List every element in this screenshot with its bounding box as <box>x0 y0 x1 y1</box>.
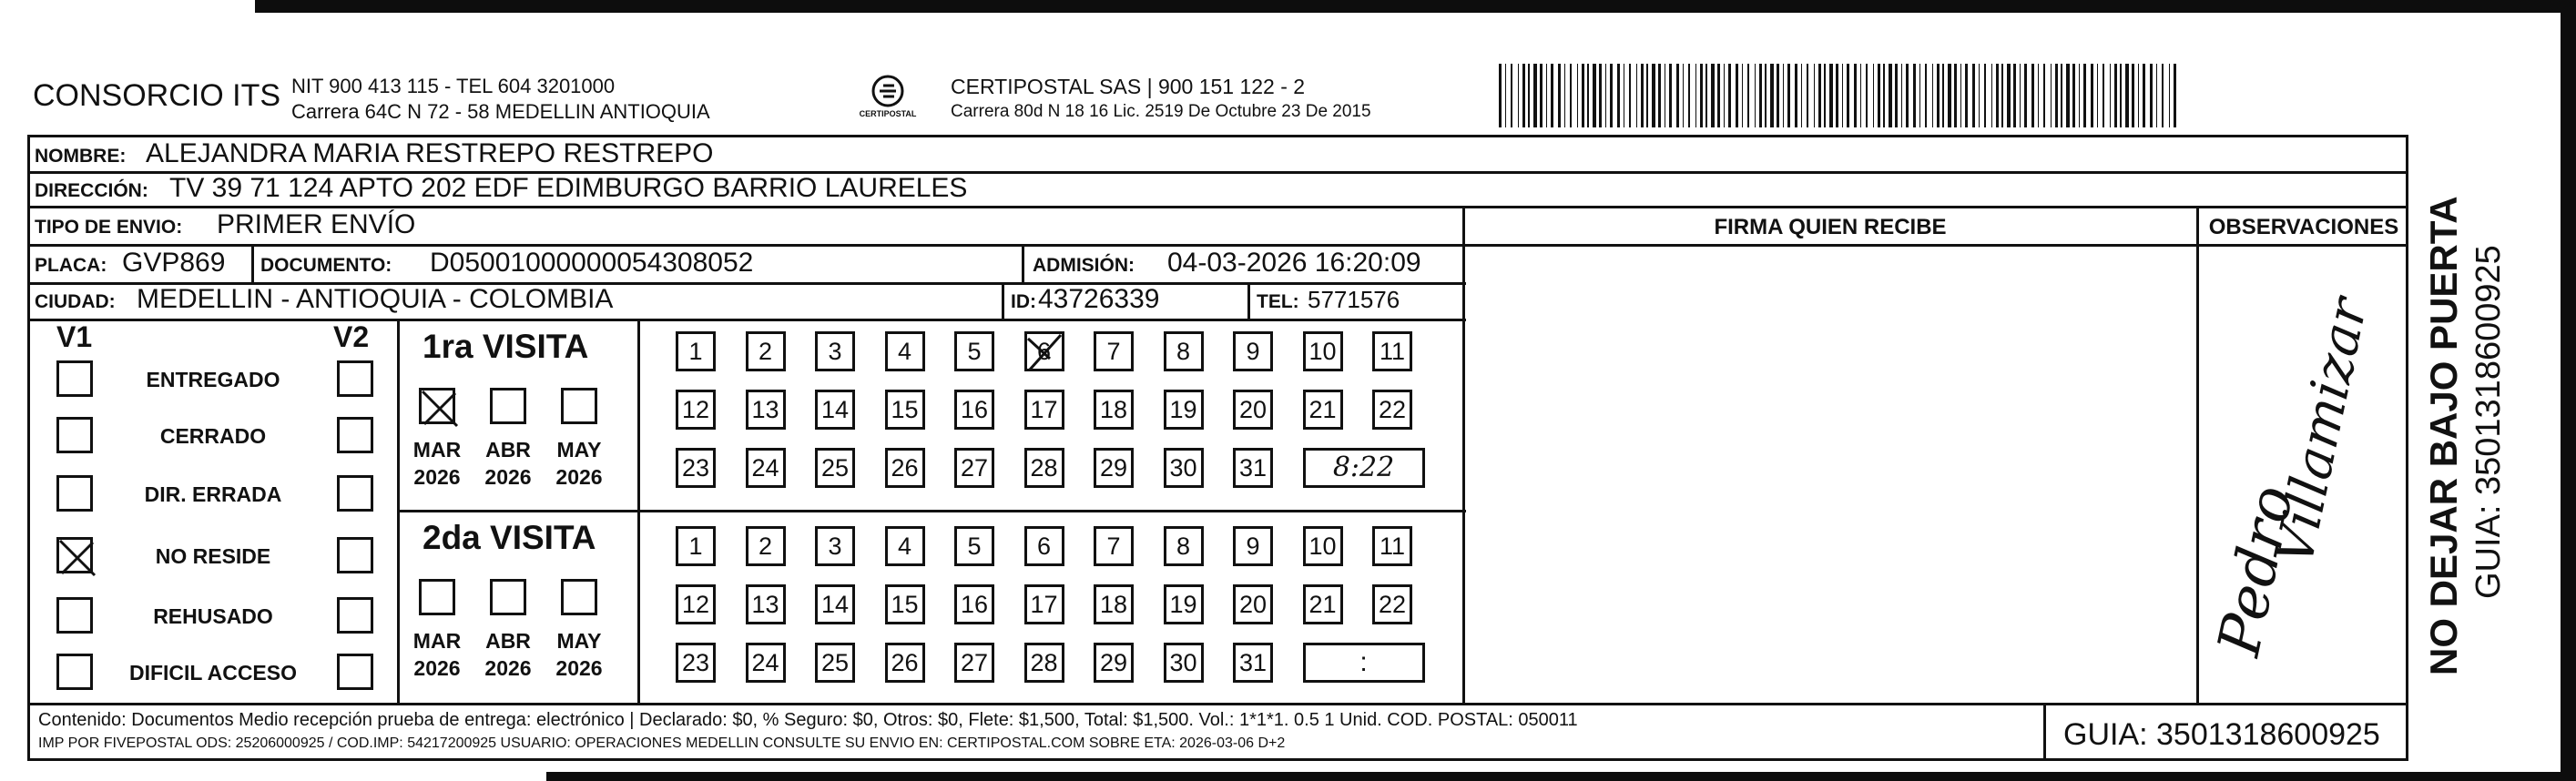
day-box-second[interactable]: 11 <box>1372 526 1412 566</box>
checkbox-v2-2[interactable] <box>337 475 373 512</box>
nombre-label: NOMBRE: <box>35 146 127 167</box>
direccion-value: TV 39 71 124 APTO 202 EDF EDIMBURGO BARRIO LAURELES <box>169 173 968 203</box>
barcode-bar <box>1787 64 1790 127</box>
barcode-bar <box>1546 64 1547 127</box>
visit-time-box-second[interactable]: : <box>1303 643 1425 683</box>
barcode-bar <box>1658 64 1661 127</box>
barcode-bar <box>2156 64 2157 127</box>
day-box-first[interactable]: 17 <box>1024 390 1064 430</box>
day-box-second[interactable]: 6 <box>1024 526 1064 566</box>
admision-value: 04-03-2026 16:20:09 <box>1167 248 1421 278</box>
year-label-first-0: 2026 <box>413 465 461 489</box>
barcode-bar <box>1695 64 1696 127</box>
tel-value: 5771576 <box>1308 286 1400 313</box>
side-guia: GUIA: 3501318600925 <box>2469 245 2508 599</box>
day-box-first[interactable]: 2 <box>746 331 786 371</box>
barcode-bar <box>1883 64 1885 127</box>
scan-bottom-border <box>546 772 2576 781</box>
barcode-bar <box>1948 64 1951 127</box>
barcode-bar <box>2043 64 2045 127</box>
day-box-first[interactable]: 30 <box>1164 448 1204 488</box>
year-label-first-2: 2026 <box>555 465 603 489</box>
barcode-bar <box>2150 64 2153 127</box>
barcode-bar <box>1942 64 1944 127</box>
barcode-bar <box>1688 64 1690 127</box>
barcode-bar <box>1518 64 1519 127</box>
barcode-bar <box>1700 64 1703 127</box>
barcode-bar <box>2120 64 2122 127</box>
barcode-bar <box>1551 64 1553 127</box>
barcode-bar <box>1913 64 1916 127</box>
day-box-first[interactable]: 23 <box>676 448 716 488</box>
status-label-2: DIR. ERRADA <box>144 482 282 506</box>
day-box-first[interactable]: 3 <box>815 331 855 371</box>
day-box-first[interactable]: 1 <box>676 331 716 371</box>
visit-time-box-first[interactable]: 8:22 <box>1303 448 1425 488</box>
month-checkbox-second-2[interactable] <box>561 579 597 615</box>
barcode-bar <box>2169 64 2170 127</box>
day-box-first[interactable]: 24 <box>746 448 786 488</box>
ciudad-label: CIUDAD: <box>35 291 116 312</box>
barcode-bar <box>1499 64 1502 127</box>
barcode-bar <box>2007 64 2011 127</box>
barcode-bar <box>1593 64 1596 127</box>
barcode-bar <box>1847 64 1849 127</box>
barcode-bar <box>1505 64 1506 127</box>
barcode-bar <box>2031 64 2034 127</box>
day-box-second[interactable]: 8 <box>1164 526 1204 566</box>
barcode-bar <box>2066 64 2070 127</box>
barcode-bar <box>1747 64 1749 127</box>
barcode-bar <box>2055 64 2058 127</box>
barcode-bar <box>1842 64 1843 127</box>
month-label-first-2: MAY <box>556 438 602 462</box>
checkbox-v2-5[interactable] <box>337 654 373 690</box>
barcode-bar <box>1605 64 1606 127</box>
footer-guia: GUIA: 3501318600925 <box>2063 717 2380 752</box>
barcode-bar <box>1736 64 1738 127</box>
day-box-second[interactable]: 19 <box>1164 584 1204 624</box>
footer-contents: Contenido: Documentos Medio recepción prueba de entrega: electrónico | Declarado: $0, % Seguro: $0, Otros: $0, Flete: $1,500, Total: $1,500. Vol.: 1*1*1. 0.5 1 Unid. COD. POSTAL: 050011 <box>38 710 1578 730</box>
handwritten-line-1: Pedro <box>2205 480 2307 662</box>
barcode-bar <box>2013 64 2016 127</box>
barcode-bar <box>1979 64 1980 127</box>
barcode-bar <box>2103 64 2104 127</box>
handwritten-note <box>2205 246 2404 701</box>
barcode-bar <box>1873 64 1874 127</box>
day-box-second[interactable]: 30 <box>1164 643 1204 683</box>
barcode-bar <box>1683 64 1684 127</box>
documento-value: D05001000000054308052 <box>430 248 754 278</box>
barcode-bar <box>2079 64 2080 127</box>
v1-header: V1 <box>56 320 93 353</box>
month-label-first-0: MAR <box>412 438 462 462</box>
barcode-bar <box>1577 64 1578 127</box>
barcode-bar <box>1669 64 1672 127</box>
barcode-bar <box>2114 64 2117 127</box>
barcode-bar <box>1818 64 1821 127</box>
day-box-first[interactable]: 10 <box>1303 331 1343 371</box>
day-box-first[interactable]: 14 <box>815 390 855 430</box>
barcode-bar <box>1724 64 1725 127</box>
checkbox-v2-1[interactable] <box>337 417 373 453</box>
certipostal-logo <box>856 71 920 126</box>
barcode-bar <box>2174 64 2176 127</box>
barcode-bar <box>1901 64 1902 127</box>
ciudad-value: MEDELLIN - ANTIOQUIA - COLOMBIA <box>137 284 614 314</box>
barcode-bar <box>1925 64 1927 127</box>
day-box-first[interactable]: 8 <box>1164 331 1204 371</box>
day-box-second[interactable]: 5 <box>954 526 994 566</box>
barcode-bar <box>2132 64 2134 127</box>
day-box-second[interactable]: 18 <box>1094 584 1134 624</box>
year-label-second-2: 2026 <box>555 656 603 680</box>
barcode-bar <box>1570 64 1572 127</box>
barcode-bar <box>1795 64 1797 127</box>
barcode-bar <box>1540 64 1543 127</box>
side-warning: NO DEJAR BAJO PUERTA <box>2422 196 2465 675</box>
barcode-bar <box>2138 64 2139 127</box>
day-box-first[interactable]: 6 <box>1024 331 1064 371</box>
barcode-bar <box>1932 64 1933 127</box>
barcode-bar <box>2162 64 2164 127</box>
barcode-bar <box>1533 64 1537 127</box>
company-name: CONSORCIO ITS <box>33 78 281 113</box>
day-box-second[interactable]: 29 <box>1094 643 1134 683</box>
barcode-bar <box>1919 64 1920 127</box>
day-box-first[interactable]: 11 <box>1372 331 1412 371</box>
day-box-second[interactable]: 25 <box>815 643 855 683</box>
barcode-bar <box>2051 64 2052 127</box>
month-label-first-1: ABR <box>485 438 531 462</box>
tipo-label: TIPO DE ENVIO: <box>35 217 183 238</box>
day-box-first[interactable]: 5 <box>954 331 994 371</box>
documento-label: DOCUMENTO: <box>260 255 392 276</box>
barcode-bar <box>1878 64 1880 127</box>
firma-header: FIRMA QUIEN RECIBE <box>1714 215 1947 239</box>
day-box-second[interactable]: 12 <box>676 584 716 624</box>
barcode-bar <box>1636 64 1637 127</box>
handwritten-line-2: Villamizar <box>2262 292 2379 571</box>
barcode-bar <box>2143 64 2145 127</box>
barcode-bar <box>2072 64 2075 127</box>
status-label-0: ENTREGADO <box>146 368 280 391</box>
first-visit-title: 1ra VISITA <box>423 328 589 365</box>
day-box-first[interactable]: 26 <box>885 448 925 488</box>
status-label-1: CERRADO <box>159 424 267 448</box>
barcode-bar <box>1564 64 1565 127</box>
nombre-value: ALEJANDRA MARIA RESTREPO RESTREPO <box>146 138 714 168</box>
day-box-first[interactable]: 28 <box>1024 448 1064 488</box>
day-box-first[interactable]: 4 <box>885 331 925 371</box>
day-box-second[interactable]: 26 <box>885 643 925 683</box>
barcode-bar <box>1814 64 1815 127</box>
day-box-first[interactable]: 27 <box>954 448 994 488</box>
barcode-bar <box>1765 64 1767 127</box>
barcode-bar <box>1558 64 1561 127</box>
barcode-bar <box>1711 64 1715 127</box>
day-box-second[interactable]: 16 <box>954 584 994 624</box>
barcode-bar <box>1801 64 1802 127</box>
barcode-bar <box>1617 64 1620 127</box>
scan-right-border <box>2561 0 2576 781</box>
day-box-second[interactable]: 20 <box>1233 584 1273 624</box>
barcode-bar <box>1599 64 1602 127</box>
day-box-second[interactable]: 31 <box>1233 643 1273 683</box>
day-box-second[interactable]: 21 <box>1303 584 1343 624</box>
month-checkbox-second-0[interactable] <box>419 579 455 615</box>
day-box-second[interactable]: 27 <box>954 643 994 683</box>
id-label: ID: <box>1011 291 1036 312</box>
barcode-bar <box>1937 64 1940 127</box>
scan-top-border <box>255 0 2576 13</box>
day-box-first[interactable]: 20 <box>1233 390 1273 430</box>
barcode-bar <box>1676 64 1679 127</box>
checkbox-v1-4[interactable] <box>56 597 93 634</box>
barcode-bar <box>1728 64 1731 127</box>
barcode-bar <box>1972 64 1975 127</box>
day-box-second[interactable]: 17 <box>1024 584 1064 624</box>
barcode-bar <box>1582 64 1584 127</box>
barcode-bar <box>1641 64 1644 127</box>
checkbox-v1-5[interactable] <box>56 654 93 690</box>
tel-label: TEL: <box>1257 291 1299 312</box>
checkbox-v2-3[interactable] <box>337 537 373 573</box>
id-value: 43726339 <box>1038 284 1160 314</box>
barcode-bar <box>1587 64 1589 127</box>
barcode-bar <box>1824 64 1826 127</box>
checkbox-v1-1[interactable] <box>56 417 93 453</box>
barcode-bar <box>1717 64 1720 127</box>
barcode-bar <box>1511 64 1512 127</box>
observaciones-header: OBSERVACIONES <box>2208 215 2399 239</box>
company-address: Carrera 64C N 72 - 58 MEDELLIN ANTIOQUIA <box>291 100 710 123</box>
barcode-bar <box>1610 64 1613 127</box>
checkbox-v2-0[interactable] <box>337 360 373 397</box>
barcode-bar <box>1705 64 1707 127</box>
barcode-bar <box>1777 64 1779 127</box>
day-box-first[interactable]: 7 <box>1094 331 1134 371</box>
barcode-bar <box>1984 64 1986 127</box>
status-label-5: DIFICIL ACCESO <box>128 661 297 685</box>
day-box-first[interactable]: 31 <box>1233 448 1273 488</box>
year-label-second-1: 2026 <box>484 656 532 680</box>
barcode-bar <box>1646 64 1648 127</box>
day-box-second[interactable]: 24 <box>746 643 786 683</box>
barcode-bar <box>1996 64 1999 127</box>
footer-print-info: IMP POR FIVEPOSTAL ODS: 25206000925 / COD.IMP: 54217200925 USUARIO: OPERACIONES MEDELLIN CONSULTE SU ENVIO EN: CERTIPOSTAL.COM SOBRE ETA: 2026-03-06 D+2 <box>38 735 1286 751</box>
day-box-second[interactable]: 1 <box>676 526 716 566</box>
barcode-bar <box>1854 64 1857 127</box>
month-label-second-2: MAY <box>556 629 602 653</box>
barcode-bar <box>1759 64 1762 127</box>
day-box-second[interactable]: 13 <box>746 584 786 624</box>
day-box-first[interactable]: 16 <box>954 390 994 430</box>
barcode-bar <box>1906 64 1909 127</box>
company-nit: NIT 900 413 115 - TEL 604 3201000 <box>291 75 616 97</box>
day-box-second[interactable]: 7 <box>1094 526 1134 566</box>
day-check-mark <box>1024 331 1064 371</box>
year-label-first-1: 2026 <box>484 465 532 489</box>
barcode <box>1499 64 2176 127</box>
day-box-first[interactable]: 19 <box>1164 390 1204 430</box>
barcode-bar <box>2083 64 2086 127</box>
placa-value: GVP869 <box>122 248 226 278</box>
barcode-bar <box>1860 64 1861 127</box>
day-box-second[interactable]: 10 <box>1303 526 1343 566</box>
barcode-bar <box>1991 64 1992 127</box>
day-box-first[interactable]: 15 <box>885 390 925 430</box>
v2-header: V2 <box>333 320 370 353</box>
day-box-second[interactable]: 14 <box>815 584 855 624</box>
checkbox-v1-0[interactable] <box>56 360 93 397</box>
tipo-value: PRIMER ENVÍO <box>217 209 416 239</box>
barcode-bar <box>1755 64 1756 127</box>
day-box-first[interactable]: 9 <box>1233 331 1273 371</box>
day-box-second[interactable]: 3 <box>815 526 855 566</box>
day-box-first[interactable]: 12 <box>676 390 716 430</box>
status-label-4: REHUSADO <box>153 604 273 628</box>
status-label-3: NO RESIDE <box>155 544 271 568</box>
day-box-second[interactable]: 28 <box>1024 643 1064 683</box>
barcode-bar <box>2020 64 2021 127</box>
checkbox-v1-3[interactable] <box>56 537 93 573</box>
year-label-second-0: 2026 <box>413 656 461 680</box>
barcode-bar <box>1895 64 1898 127</box>
day-box-second[interactable]: 15 <box>885 584 925 624</box>
barcode-bar <box>1522 64 1525 127</box>
barcode-bar <box>1770 64 1774 127</box>
day-box-first[interactable]: 13 <box>746 390 786 430</box>
month-checkbox-first-2[interactable] <box>561 388 597 424</box>
barcode-bar <box>1742 64 1743 127</box>
barcode-bar <box>1528 64 1530 127</box>
barcode-bar <box>1652 64 1655 127</box>
day-box-first[interactable]: 22 <box>1372 390 1412 430</box>
month-checkbox-first-0[interactable] <box>419 388 455 424</box>
day-box-second[interactable]: 2 <box>746 526 786 566</box>
barcode-bar <box>1954 64 1957 127</box>
barcode-bar <box>2091 64 2093 127</box>
day-box-second[interactable]: 4 <box>885 526 925 566</box>
day-box-second[interactable]: 22 <box>1372 584 1412 624</box>
month-label-second-0: MAR <box>412 629 462 653</box>
barcode-bar <box>1807 64 1808 127</box>
courier-name: CERTIPOSTAL SAS | 900 151 122 - 2 <box>951 75 1306 98</box>
direccion-label: DIRECCIÓN: <box>35 180 148 201</box>
month-label-second-1: ABR <box>485 629 531 653</box>
barcode-bar <box>1629 64 1631 127</box>
barcode-bar <box>1889 64 1892 127</box>
barcode-bar <box>2110 64 2111 127</box>
courier-address: Carrera 80d N 18 16 Lic. 2519 De Octubre 23 De 2015 <box>951 102 1371 121</box>
barcode-bar <box>2061 64 2062 127</box>
day-box-first[interactable]: 29 <box>1094 448 1134 488</box>
barcode-bar <box>1829 64 1833 127</box>
barcode-bar <box>1783 64 1784 127</box>
day-box-second[interactable]: 9 <box>1233 526 1273 566</box>
checkbox-v1-2[interactable] <box>56 475 93 512</box>
barcode-bar <box>1866 64 1868 127</box>
barcode-bar <box>2001 64 2003 127</box>
barcode-bar <box>1960 64 1961 127</box>
day-box-first[interactable]: 21 <box>1303 390 1343 430</box>
barcode-bar <box>2038 64 2039 127</box>
admision-label: ADMISIÓN: <box>1033 255 1135 276</box>
barcode-bar <box>2097 64 2098 127</box>
barcode-bar <box>1965 64 1968 127</box>
logo-text: CERTIPOSTAL <box>859 109 917 118</box>
day-box-first[interactable]: 25 <box>815 448 855 488</box>
day-box-second[interactable]: 23 <box>676 643 716 683</box>
barcode-bar <box>2024 64 2027 127</box>
barcode-bar <box>2125 64 2129 127</box>
month-checkbox-first-1[interactable] <box>490 388 526 424</box>
checkbox-v2-4[interactable] <box>337 597 373 634</box>
month-checkbox-second-1[interactable] <box>490 579 526 615</box>
barcode-bar <box>1836 64 1838 127</box>
placa-label: PLACA: <box>35 255 107 276</box>
second-visit-title: 2da VISITA <box>423 519 596 556</box>
day-box-first[interactable]: 18 <box>1094 390 1134 430</box>
